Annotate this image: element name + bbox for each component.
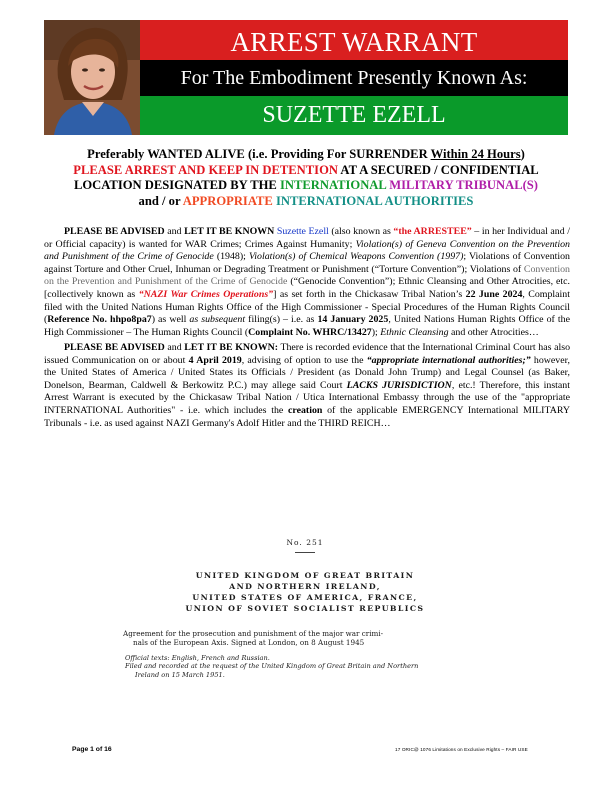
headline-line-2	[40, 163, 572, 179]
creation-text: creation	[288, 404, 323, 416]
page-number: Page 1 of 16	[72, 746, 112, 753]
body-text: – in her Individual and / or Official capacity) is wanted for WAR Crimes; Crimes Against Humanity;	[44, 226, 570, 250]
treaty-agreement	[115, 629, 495, 647]
treaty-number: No. 251	[286, 538, 324, 547]
headline-appropriate: APPROPRIATE	[182, 193, 273, 208]
subject-name-inline: Suzette Ezell	[276, 226, 329, 237]
body-text: ) as well	[151, 314, 190, 326]
headline-international: INTERNATIONAL	[279, 178, 387, 192]
headline-text: AT A SECURED / CONFIDENTIAL	[337, 162, 539, 177]
body-text: however, the United States of America / United States its Officials / President (as Donald John Trump) and Legal Counsel (as Baker, Donelson, Bearman, Caldwell & Berkowitz P.C.) may allege said Court	[44, 354, 570, 391]
treaty-party-line: AND NORTHERN IRELAND,	[229, 582, 381, 591]
title-band	[140, 20, 568, 60]
body-text: , United Nations Human Rights Office of the High Commissioner – The Human Rights Council (	[44, 314, 570, 338]
body-text: (also known as	[328, 226, 394, 237]
appropriate-authorities: “appropriate international authorities;”	[366, 354, 531, 366]
headline-arrest: PLEASE ARREST	[73, 162, 176, 177]
paragraph-2	[44, 342, 570, 430]
headline-line-4	[40, 194, 572, 210]
name-band	[140, 96, 568, 135]
date-communication: 4 April 2019	[188, 354, 242, 366]
known-text: LET IT BE KNOWN	[184, 226, 275, 237]
body-text: (1948);	[213, 251, 249, 263]
headline-text: LOCATION DESIGNATED BY THE	[73, 178, 280, 192]
treaty-parties	[115, 570, 495, 614]
headline-line-3	[40, 178, 572, 194]
body-text: and other Atrocities…	[448, 326, 539, 338]
treaty-party-line: UNITED KINGDOM OF GREAT BRITAIN	[195, 571, 415, 580]
genocide-convention: Convention on the Prevention and Punishment of the Crime of Genocide	[44, 263, 570, 288]
headline-text: AND	[175, 162, 209, 177]
treaty-party-line: UNITED STATES OF AMERICA, FRANCE,	[192, 593, 418, 602]
subject-name: SUZETTE EZELL	[262, 102, 446, 128]
body-text: ] as set forth in the Chickasaw Tribal Nation’s	[273, 288, 466, 300]
body-text: ; Violations of Convention against Torture and Other Cruel, Inhuman or Degrading Treatment or Punishment (“Torture Convention”); Violations of	[44, 251, 570, 275]
treaty-notes	[115, 654, 495, 679]
agreement-line: Agreement for the prosecution and punishment of the major war crimi-	[123, 629, 384, 638]
advised-text: PLEASE BE ADVISED	[64, 342, 165, 353]
body-text: and	[164, 226, 185, 237]
body-text: (“Genocide Convention”); Ethnic Cleansing and Other Atrocities, etc. [collectively known as	[44, 276, 570, 300]
chemical-violation: Violation(s) of Chemical Weapons Convention (1997)	[248, 251, 464, 263]
portrait-image	[44, 20, 140, 135]
headline-text: )	[520, 147, 525, 161]
warrant-subtitle: For The Embodiment Presently Known As:	[180, 67, 528, 89]
headline-authorities: INTERNATIONAL AUTHORITIES	[275, 193, 474, 208]
official-texts-note: Official texts: English, French and Russian.	[125, 654, 270, 662]
nazi-operations: “NAZI War Crimes Operations”	[138, 288, 274, 300]
treaty-divider	[295, 552, 315, 553]
subtitle-band	[140, 60, 568, 96]
headline-tribunals: MILITARY TRIBUNAL(S)	[389, 178, 538, 192]
complaint-number: Complaint No. WHRC/13427	[248, 326, 372, 338]
warrant-banner	[44, 20, 568, 135]
headline-line-1	[40, 147, 572, 163]
body-text: filing(s) – i.e. as	[245, 314, 318, 326]
headline	[40, 147, 572, 209]
filed-note: Ireland on 15 March 1951.	[135, 670, 225, 679]
body-text: There is recorded evidence that the International Criminal Court has also issued Communication on or about	[44, 342, 571, 366]
paragraph-1	[44, 226, 570, 339]
date-filing: 14 January 2025	[317, 314, 389, 326]
headline-detention: KEEP IN DETENTION	[208, 162, 338, 177]
ethnic-cleansing: Ethnic Cleansing	[380, 326, 449, 338]
lacks-jurisdiction: LACKS JURISDICTION	[346, 379, 452, 391]
footer-reference: 17 ORIC@ 1076 Limitations on Exclusive Rights – FAIR USE	[395, 747, 528, 752]
body-text: );	[371, 326, 381, 338]
body-text: , etc.! Therefore, this instant Arrest Warrant is executed by the Chickasaw Tribal Nation / Utica International Embassy through the use of the "appropriate INTERNATIONAL Authorities" - i.e. which includes the	[44, 379, 570, 416]
headline-deadline: Within 24 Hours	[430, 147, 521, 161]
subject-photo	[44, 20, 140, 135]
advised-text: PLEASE BE ADVISED	[64, 226, 165, 237]
body-text: of the applicable EMERGENCY International MILITARY Tribunals - i.e. as used against NAZI Germany's Adolf Hitler and the THIRD REICH…	[44, 404, 570, 429]
treaty-party-line: UNION OF SOVIET SOCIALIST REPUBLICS	[185, 604, 425, 613]
treaty-excerpt	[115, 520, 495, 680]
geneva-violation: Violation(s) of Geneva Convention on the Prevention and Punishment of the Crime of Genocide	[44, 238, 570, 263]
body-text: , advising of option to use the	[241, 354, 367, 366]
arrestee-label: “the ARRESTEE”	[393, 226, 472, 237]
subsequent-text: as subsequent	[189, 314, 246, 326]
headline-text: Preferably WANTED ALIVE (i.e. Providing For SURRENDER	[87, 147, 431, 161]
body-text: and	[164, 342, 185, 353]
reference-number: Reference No. hhpo8pa7	[47, 314, 152, 326]
body-text: , Complaint filed with the United Nations Human Rights Office of the High Commissioner - Special Procedures of the Human Rights Council (	[44, 288, 570, 326]
agreement-line: nals of the European Axis. Signed at London, on 8 August 1945	[133, 638, 365, 647]
warrant-title: ARREST WARRANT	[230, 27, 478, 57]
filed-note: Filed and recorded at the request of the United Kingdom of Great Britain and Northern	[125, 662, 419, 671]
known-text: LET IT BE KNOWN:	[184, 342, 278, 353]
date-complaint: 22 June 2024	[465, 288, 523, 300]
headline-text: and / or	[138, 193, 183, 208]
